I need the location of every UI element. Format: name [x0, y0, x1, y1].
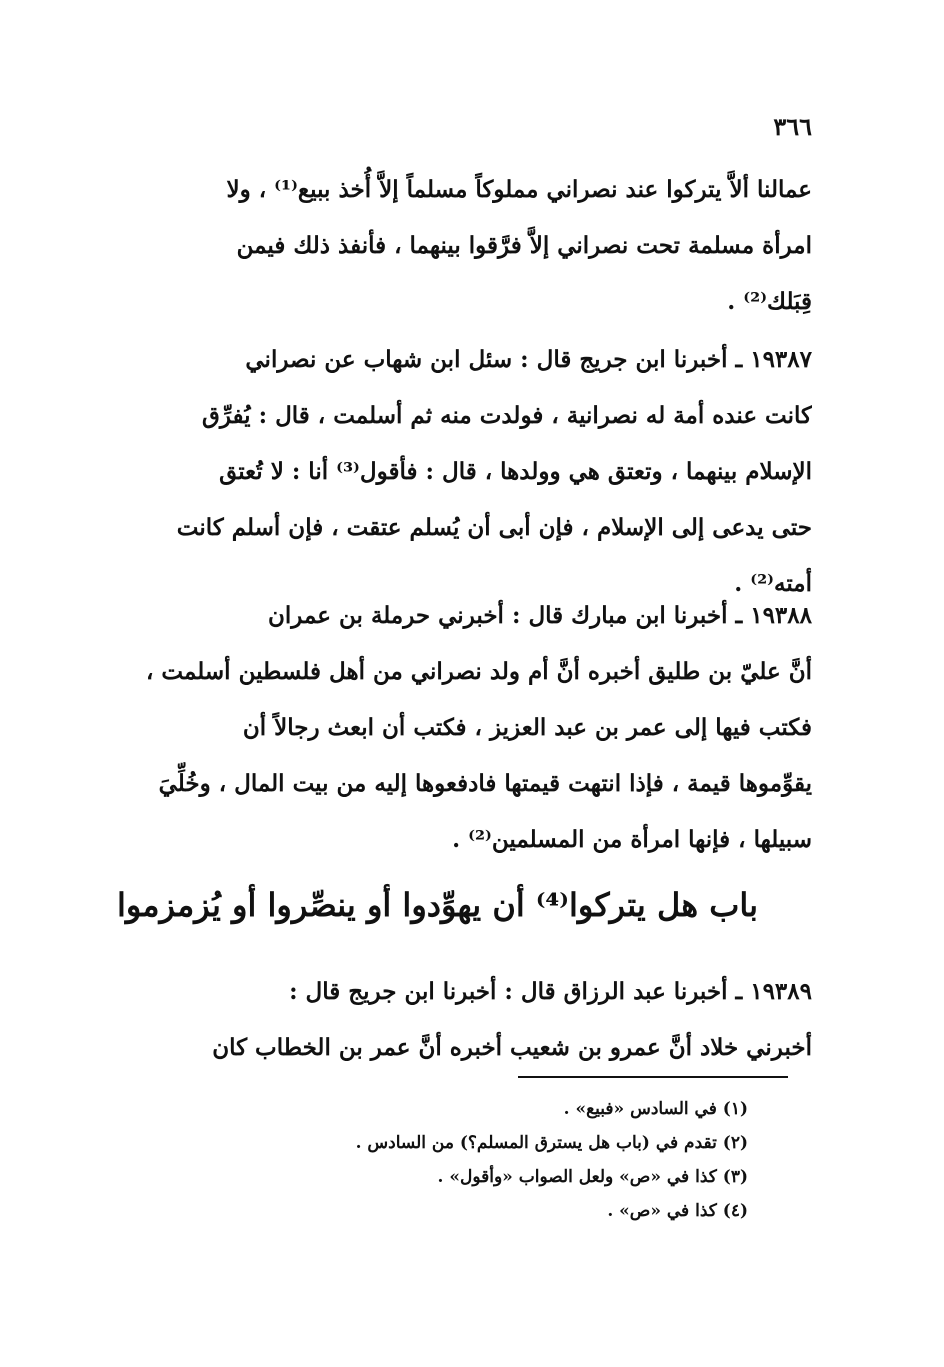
text-line: قِبَلك⁽²⁾ .	[727, 288, 812, 315]
chapter-title: باب هل يتركوا⁽⁴⁾ أن يهوِّدوا أو ينصِّروا أو يُزمزموا	[116, 886, 758, 924]
text-line: أخبرني خلاد أنَّ عمرو بن شعيب أخبره أنَّ عمر بن الخطاب كان	[212, 1034, 812, 1061]
text-line: الإسلام بينهما ، وتعتق هي وولدها ، قال : فأقول⁽³⁾ أنا : لا تُعتق	[219, 458, 812, 485]
text-line: كانت عنده أمة له نصرانية ، فولدت منه ثم أسلمت ، قال : يُفرِّق	[202, 402, 812, 429]
text-line: امرأة مسلمة تحت نصراني إلاَّ فرَّقوا بينهما ، فأنفذ ذلك فيمن	[236, 232, 812, 259]
text-line: فكتب فيها إلى عمر بن عبد العزيز ، فكتب أن ابعث رجالاً أن	[242, 714, 812, 741]
footnote-1: (١) في السادس «فبيع» .	[563, 1099, 748, 1119]
paragraph-19388	[118, 588, 812, 868]
page-number: ٣٦٦	[773, 112, 812, 141]
text-line: أنَّ عليّ بن طليق أخبره أنَّ أم ولد نصراني من أهل فلسطين أسلمت ،	[145, 658, 812, 685]
text-line: أمته⁽²⁾ .	[734, 570, 812, 597]
footnote-divider	[518, 1076, 788, 1078]
paragraph-continuation	[118, 162, 812, 330]
footnote-4: (٤) كذا في «ص» .	[607, 1201, 748, 1221]
text-line: عمالنا ألاَّ يتركوا عند نصراني مملوكاً مسلماً إلاَّ أُخذ ببيع⁽¹⁾ ، ولا	[226, 176, 812, 203]
text-line: ١٩٣٨٩ ـ أخبرنا عبد الرزاق قال : أخبرنا ابن جريج قال :	[289, 978, 812, 1005]
paragraph-19389	[118, 964, 812, 1076]
text-line: يقوِّموها قيمة ، فإذا انتهت قيمتها فادفعوها إليه من بيت المال ، وخُلِّيَ	[158, 770, 812, 797]
text-line: ١٩٣٨٧ ـ أخبرنا ابن جريج قال : سئل ابن شهاب عن نصراني	[245, 346, 812, 373]
text-line: سبيلها ، فإنها امرأة من المسلمين⁽²⁾ .	[452, 826, 812, 853]
footnote-2: (٢) تقدم في (باب هل يسترق المسلم؟) من السادس .	[355, 1133, 748, 1153]
paragraph-19387	[118, 332, 812, 612]
text-line: ١٩٣٨٨ ـ أخبرنا ابن مبارك قال : أخبرني حرملة بن عمران	[268, 602, 812, 629]
footnotes	[228, 1092, 748, 1228]
text-line: حتى يدعى إلى الإسلام ، فإن أبى أن يُسلم عتقت ، فإن أسلم كانت	[176, 514, 812, 541]
footnote-3: (٣) كذا في «ص» ولعل الصواب «وأقول» .	[437, 1167, 748, 1187]
